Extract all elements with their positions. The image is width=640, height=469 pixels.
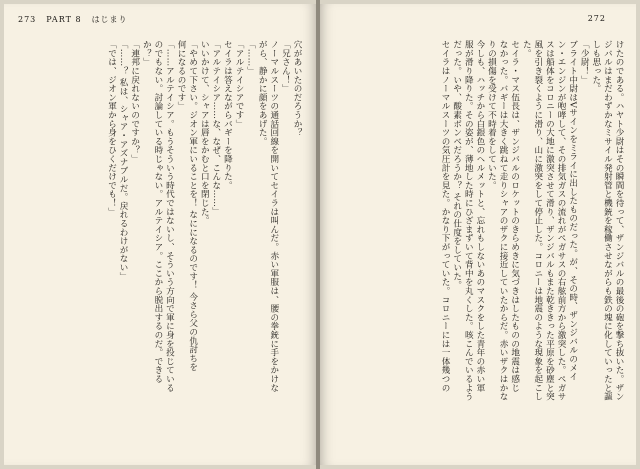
text-line: りの損傷を受けて不時着をしていた。	[486, 40, 497, 190]
text-line: 「連邦に戻れないのですか？」	[129, 40, 140, 164]
text-line: か？」	[141, 40, 152, 67]
text-line: ノーマルスーツの通話回線を開いてセイラは叫んだ。赤い軍服は、腰の拳銃に手をかけな	[268, 40, 279, 392]
text-line: 「……アルテイシア。もうそういう時代ではないし、そういう方向で軍に身を投じている	[164, 40, 175, 392]
page-number-left: 273	[18, 15, 37, 24]
text-line: セイラはノーマルスーツの気圧計を見た。かなり下がっていた。コロニーには一体幾つの	[440, 40, 451, 392]
text-line: 「やめて下さい。ジオン軍にいることを！ なにになるのです！ 今さら父の仇討ちを	[187, 40, 198, 372]
text-line: 服が滑り降りた。その姿が、薄地した時にひざまずいて背中を丸くした。咳こんでいるよう	[463, 40, 474, 401]
text-line: 「アルテイシアです」	[234, 40, 245, 128]
text-line: ジバルはまだわずかなミサイル発射管と機銃を稼働させながらも鉄の塊に化していったと謳	[602, 40, 613, 401]
text-line: 今しも、ハッチから白銀色のヘルメットと、忘れもしないあのマスクをした青年の赤い軍	[474, 40, 485, 392]
text-line: がら、静かに顔をあげた。	[257, 40, 268, 146]
text-line: 穴があいたのだろうか？	[292, 40, 302, 137]
text-line: ブライト中尉はVサインをミライに出したものだった。が、その時、ザンジバルのメイ	[567, 40, 578, 381]
text-line: 「では、ジオン軍から身をひくだけでも！」	[106, 40, 117, 216]
section-label: PART 8	[46, 15, 82, 24]
text-line: 「兄さん！」	[280, 40, 291, 93]
right-page-header	[588, 14, 616, 23]
right-page-text	[334, 40, 624, 450]
text-line: セイラは答えながらバギーを降りた。	[222, 40, 233, 190]
text-line: スは船体をコロニーの大地に激突させて滑り、ザンジバルもまた乾ききった平原を砂塵と突	[544, 40, 555, 401]
text-line: けたのである。ハヤト少尉はその瞬間を待って、ザンジバルの最後の砲を撃ち抜いた。ザン	[614, 40, 624, 401]
text-line: いいかけて、シャアは唇をかむと口を閉じた。	[199, 40, 210, 225]
left-page-text	[18, 40, 302, 450]
text-line: なかった。バギーは大きく跳ねて走りシャアのザクに接近していたからだ。赤いザクはかな	[498, 40, 509, 401]
text-line: 何になるのです」	[176, 40, 187, 111]
right-page	[320, 4, 636, 465]
text-line: のでもない。討論している時じゃない。アルテイシア。ここから脱出するのだ。できる	[152, 40, 163, 384]
text-line: だった。いや、酸素ボンベだろうか？ それの仕度をしていた。	[451, 40, 462, 290]
text-line: 「アルテイシア……な、なぜ、こんな……」	[210, 40, 221, 216]
text-line: 「……」	[245, 40, 256, 76]
left-page	[4, 4, 316, 465]
text-line: 「少尉！」	[579, 40, 590, 84]
text-line: セイラ・マス伍長は、ザンジバルのロケットのきらめきに気づきはしたものの地震は感じ	[509, 40, 520, 392]
left-page-header	[18, 14, 138, 25]
page-number-right: 272	[587, 14, 606, 23]
text-line: 風を引き裂くように滑り、山に激突をして停止した。コロニーは地震のような現象を起こし	[532, 40, 543, 401]
text-line: 「……？ 私は、シャア・アズナブルだ。戻れるわけがない」	[118, 40, 129, 281]
chapter-title: はじまり	[91, 15, 128, 24]
text-line: た。	[521, 40, 532, 58]
text-line: ン・エンジンが咆哮して、その排気ガスの流れがペガサスの右舷前方から激突した。ペガサ	[556, 40, 567, 401]
text-line: しも思った。	[590, 40, 601, 93]
